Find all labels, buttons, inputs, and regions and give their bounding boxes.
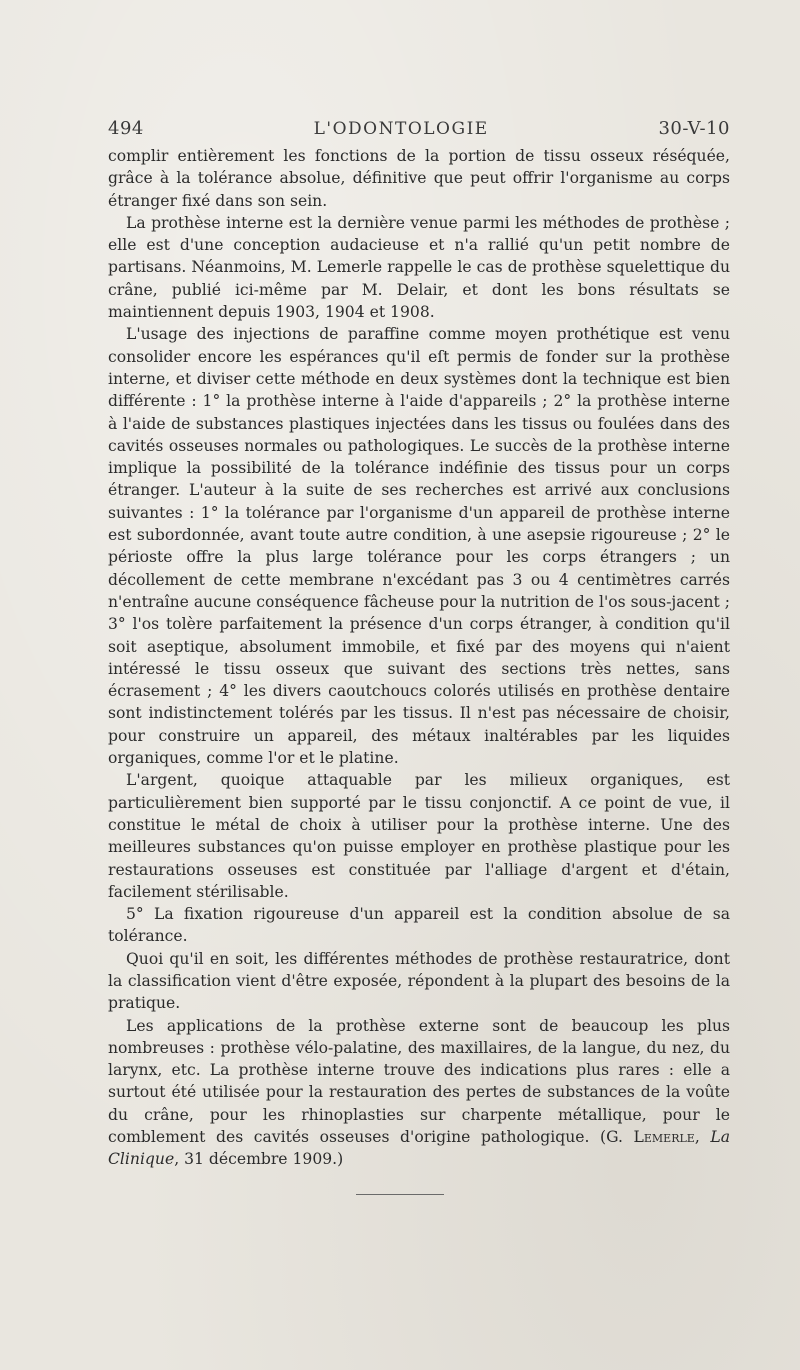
citation-open: (G. bbox=[589, 1128, 634, 1147]
citation-sep: , bbox=[694, 1128, 711, 1147]
running-head bbox=[108, 118, 730, 139]
page-number: 494 bbox=[108, 118, 144, 139]
paragraph-5: 5° La fixation rigoureuse d'un appareil est la condition absolue de sa tolérance. bbox=[108, 905, 730, 946]
paragraph-2: La prothèse interne est la dernière venue parmi les méthodes de prothèse ; elle est d'une conception audacieuse et n'a rallié qu'un petit nombre de partisans. Néanmoins, M. Lemerle rappelle le cas de prothèse squelettique du crâne, publié ici-même par M. Delair, et dont les bons résultats se maintiennent depuis 1903, 1904 et 1908. bbox=[108, 213, 730, 322]
citation-author: Lemerle bbox=[633, 1128, 695, 1147]
paragraph-3: L'usage des injections de paraffine comme moyen prothétique est venu consolider encore les espérances qu'il eſt permis de fonder sur la prothèse interne, et diviser cette méthode en deux systèmes dont la technique est bien différente : 1° la prothèse interne à l'aide d'appareils ; 2° la prothèse interne à l'aide de substances plastiques injectées dans les tissus ou foulées dans des cavités osseuses normales ou pathologiques. Le succès de la prothèse interne implique la possibilité de la tolérance indéfinie des tissus pour un corps étranger. L'auteur à la suite de ses recherches est arrivé aux conclusions suivantes : 1° la tolérance par l'organisme d'un appareil de prothèse interne est subordonnée, avant toute autre condition, à une asepsie rigoureuse ; 2° le périoste offre la plus large tolérance pour les corps étrangers ; un décollement de cette membrane n'excédant pas 3 ou 4 centimètres carrés n'entraîne aucune conséquence fâcheuse pour la nutrition de l'os sous-jacent ; 3° l'os tolère parfaitement la présence d'un corps étranger, à condition qu'il soit aseptique, absolument immobile, et fixé par des moyens qui n'aient intéressé le tissu osseux que suivant des sections très nettes, sans écrasement ; 4° les divers caoutchoucs colorés utilisés en prothèse dentaire sont indistinctement tolérés par les tissus. Il n'est pas nécessaire de choisir, pour construire un appareil, des métaux inaltérables par les liquides organiques, comme l'or et le platine. bbox=[108, 325, 730, 768]
paragraph-1: complir entièrement les fonctions de la portion de tissu osseux réséquée, grâce à la tolérance absolue, définitive que peut offrir l'organisme au corps étranger fixé dans son sein. bbox=[108, 147, 730, 210]
paragraph-4: L'argent, quoique attaquable par les milieux organiques, est particulièrement bien supporté par le tissu conjonctif. A ce point de vue, il constitue le métal de choix à utiliser pour la prothèse interne. Une des meilleures substances qu'on puisse employer en prothèse plastique pour les restaurations osseuses est constituée par l'alliage d'argent et d'étain, facilement stérilisable. bbox=[108, 771, 730, 901]
citation-journal: La Clinique bbox=[108, 1128, 730, 1169]
article-body bbox=[108, 145, 730, 1171]
paragraph-7 bbox=[108, 1015, 730, 1171]
issue-date: 30-V-10 bbox=[658, 118, 730, 139]
journal-title: L'ODONTOLOGIE bbox=[313, 119, 489, 139]
end-rule bbox=[356, 1194, 444, 1195]
paragraph-7-text: Les applications de la prothèse externe sont de beaucoup les plus nombreuses : prothèse vélo-palatine, des maxillaires, de la langue, du nez, du larynx, etc. La prothèse interne trouve des indications plus rares : elle a surtout été utilisée pour la restauration des pertes de substances de la voûte du crâne, pour les rhinoplasties sur charpente métallique, pour le comblement des cavités osseuses d'origine pathologique. bbox=[108, 1016, 730, 1147]
citation-date: , 31 décembre 1909.) bbox=[174, 1150, 344, 1169]
page bbox=[108, 118, 730, 1171]
paragraph-6: Quoi qu'il en soit, les différentes méthodes de prothèse restauratrice, dont la classification vient d'être exposée, répondent à la plupart des besoins de la pratique. bbox=[108, 949, 730, 1013]
